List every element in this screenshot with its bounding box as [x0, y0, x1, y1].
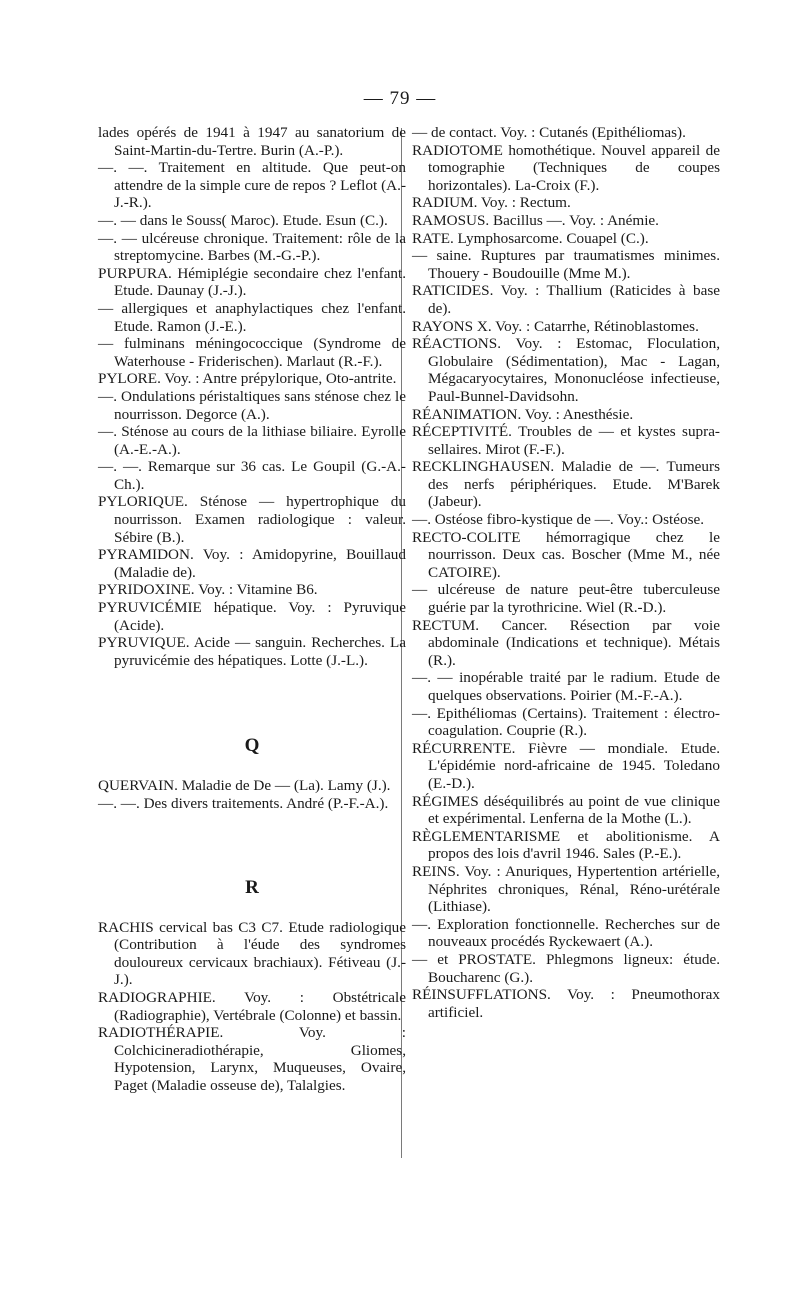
- index-entry: PYRUVIQUE. Acide — sanguin. Recherches. La pyruvicémie des hépatiques. Lotte (J.-L.).: [98, 634, 406, 669]
- index-entry: RÉCEPTIVITÉ. Troubles de — et kystes supra-sellaires. Mirot (F.-F.).: [412, 423, 720, 458]
- index-entry: RÉGIMES déséquilibrés au point de vue clinique et expérimental. Lenferna de la Mothe (L.).: [412, 792, 720, 828]
- index-entry: —. Epithéliomas (Certains). Traitement : électro-coagulation. Couprie (R.).: [412, 704, 720, 740]
- index-entry: RATICIDES. Voy. : Thallium (Raticides à base de).: [412, 282, 720, 317]
- index-entry: — et PROSTATE. Phlegmons ligneux: étude. Boucharenc (G.).: [412, 950, 720, 986]
- section-letter-r: R: [245, 876, 259, 898]
- index-entry: RAMOSUS. Bacillus —. Voy. : Anémie.: [412, 211, 659, 229]
- index-entry: RADIOTHÉRAPIE. Voy. : Colchicineradiothérapie, Gliomes, Hypotension, Larynx, Muqueuses, Ovaire, Paget (Maladie osseuse de), Talalgies.: [98, 1024, 406, 1094]
- index-entry: RECTUM. Cancer. Résection par voie abdominale (Indications et technique). Métais (R.).: [412, 616, 720, 669]
- index-entry: RADIOTOME homothétique. Nouvel appareil de tomographie (Techniques de coupes horizontales). La-Croix (F.).: [412, 141, 720, 194]
- index-entry: QUERVAIN. Maladie de De — (La). Lamy (J.).: [98, 777, 391, 795]
- index-entry: PURPURA. Hémiplégie secondaire chez l'enfant. Etude. Daunay (J.-J.).: [98, 264, 406, 300]
- index-entry: RECKLINGHAUSEN. Maladie de —. Tumeurs des nerfs périphériques. Etude. M'Barek (Jabeur).: [412, 458, 720, 511]
- index-entry: RECTO-COLITE hémorragique chez le nourrisson. Deux cas. Boscher (Mme M., née CATOIRE).: [412, 528, 720, 581]
- index-entry: —. — ulcéreuse chronique. Traitement: rôle de la streptomycine. Barbes (M.-G.-P.).: [98, 229, 406, 265]
- index-entry: —. —. Des divers traitements. André (P.-F.-A.).: [98, 795, 389, 812]
- index-entry: RADIUM. Voy. : Rectum.: [412, 194, 571, 212]
- index-entry: — allergiques et anaphylactiques chez l'enfant. Etude. Ramon (J.-E.).: [98, 299, 406, 335]
- index-entry: RADIOGRAPHIE. Voy. : Obstétricale (Radiographie), Vertébrale (Colonne) et bassin.: [98, 988, 406, 1024]
- index-entry: RÉCURRENTE. Fièvre — mondiale. Etude. L'épidémie nord-africaine de 1945. Toledano (E.-D.).: [412, 739, 720, 792]
- index-entry: REINS. Voy. : Anuriques, Hypertention artérielle, Néphrites chroniques, Rénal, Réno-urétérale (Lithiase).: [412, 862, 720, 916]
- index-entry: PYRAMIDON. Voy. : Amidopyrine, Bouillaud (Maladie de).: [98, 546, 406, 581]
- section-letter-q: Q: [244, 735, 260, 757]
- index-entry: —. Ostéose fibro-kystique de —. Voy.: Ostéose.: [412, 511, 705, 529]
- index-entry: lades opérés de 1941 à 1947 au sanatorium de Saint-Martin-du-Tertre. Burin (A.-P.).: [98, 124, 406, 159]
- left-column: [98, 124, 406, 1095]
- index-entry: RÉINSUFFLATIONS. Voy. : Pneumothorax artificiel.: [412, 986, 720, 1021]
- index-entry: RACHIS cervical bas C3 C7. Etude radiologique (Contribution à l'éude des syndromes douloureux cervicaux brachiaux). Fétiveau (J.-J.).: [98, 918, 406, 989]
- index-entry: —. — inopérable traité par le radium. Etude de quelques observations. Poirier (M.-F.-A.).: [412, 669, 720, 704]
- index-entry: RAYONS X. Voy. : Catarrhe, Rétinoblastomes.: [412, 317, 699, 335]
- index-entry: RÉANIMATION. Voy. : Anesthésie.: [412, 405, 634, 423]
- index-entry: PYLORE. Voy. : Antre prépylorique, Oto-antrite.: [98, 370, 397, 388]
- index-entry: —. Sténose au cours de la lithiase biliaire. Eyrolle (A.-E.-A.).: [98, 423, 406, 458]
- index-entry: — fulminans méningococcique (Syndrome de Waterhouse - Friderischen). Marlaut (R.-F.).: [98, 335, 406, 370]
- page-number: — 79 —: [363, 88, 437, 109]
- index-entry: — saine. Ruptures par traumatismes minimes. Thouery - Boudouille (Mme M.).: [412, 247, 720, 282]
- right-column: [412, 124, 720, 1021]
- index-entry: —. — dans le Souss( Maroc). Etude. Esun (C.).: [98, 211, 388, 229]
- index-entry: —. Exploration fonctionnelle. Recherches sur de nouveaux procédés Ryckewaert (A.).: [412, 915, 720, 951]
- index-entry: — ulcéreuse de nature peut-être tuberculeuse guérie par la tyrothricine. Wiel (R.-D.).: [412, 581, 720, 617]
- index-entry: RATE. Lymphosarcome. Couapel (C.).: [412, 229, 649, 247]
- section-gap: [98, 669, 406, 715]
- index-entry: — de contact. Voy. : Cutanés (Epithéliomas).: [412, 124, 686, 141]
- index-entry: PYRUVICÉMIE hépatique. Voy. : Pyruvique (Acide).: [98, 599, 406, 634]
- index-entry: PYLORIQUE. Sténose — hypertrophique du nourrisson. Examen radiologique : valeur. Sébire (B.).: [98, 493, 406, 546]
- index-entry: PYRIDOXINE. Voy. : Vitamine B6.: [98, 581, 318, 599]
- index-entry: —. —. Remarque sur 36 cas. Le Goupil (G.-A.-Ch.).: [98, 458, 406, 493]
- index-entry: —. —. Traitement en altitude. Que peut-on attendre de la simple cure de repos ? Leflot (A.-J.-R.).: [98, 159, 406, 212]
- index-entry: RÈGLEMENTARISME et abolitionisme. A propos des lois d'avril 1946. Sales (P.-E.).: [412, 827, 720, 863]
- index-entry: —. Ondulations péristaltiques sans sténose chez le nourrisson. Degorce (A.).: [98, 387, 406, 423]
- section-gap: [98, 813, 406, 857]
- index-entry: RÉACTIONS. Voy. : Estomac, Floculation, Globulaire (Sédimentation), Mac - Lagan, Mégacaryocytaires, Mononucléose infectieuse, Paul-Bunnel-Davidsohn.: [412, 335, 720, 405]
